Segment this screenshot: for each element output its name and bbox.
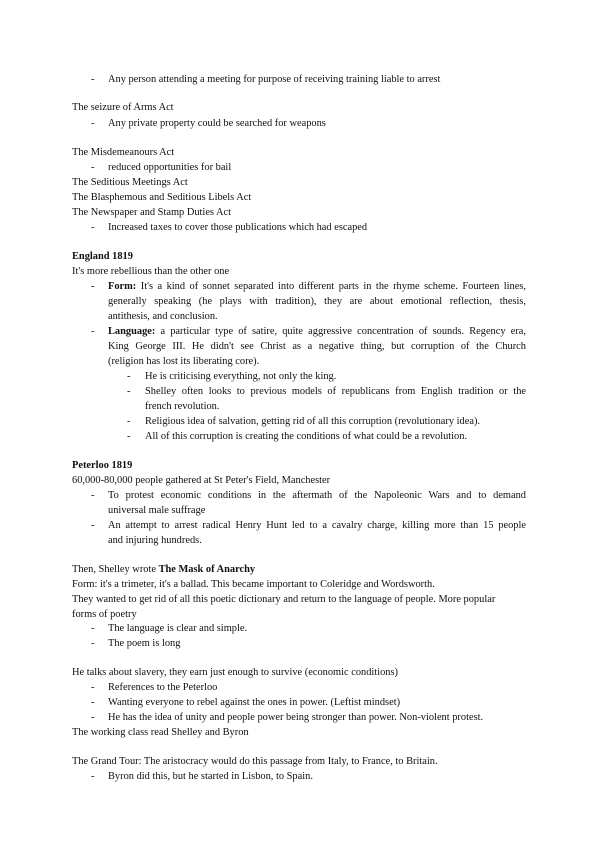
list-item: The language is clear and simple. [108, 623, 248, 634]
section-heading: Peterloo 1819 [72, 460, 133, 471]
list-bullet: - [91, 74, 95, 85]
list-bullet: - [91, 697, 95, 708]
list-item-line: antithesis, and conclusion. [108, 311, 218, 322]
list-bullet: - [91, 326, 95, 337]
act-title: The Blasphemous and Seditious Libels Act [72, 192, 252, 203]
act-title: The Newspaper and Stamp Duties Act [72, 207, 231, 218]
section-heading: England 1819 [72, 251, 133, 262]
list-bullet: - [91, 623, 95, 634]
list-bullet: - [127, 386, 131, 397]
list-bullet: - [91, 682, 95, 693]
sub-list-item: Religious idea of salvation, getting rid of all this corruption (revolutionary idea). [145, 416, 481, 427]
sub-list-item-line: french revolution. [145, 401, 220, 412]
paragraph: The working class read Shelley and Byron [72, 727, 249, 738]
list-bullet: - [127, 371, 131, 382]
list-item: Byron did this, but he started in Lisbon, to Spain. [108, 771, 313, 782]
list-bullet: - [91, 520, 95, 531]
language-label: Language: [108, 326, 156, 337]
sub-list-item: Shelley often looks to previous models of republicans from English tradition or the [145, 386, 526, 397]
sub-list-item: All of this corruption is creating the conditions of what could be a revolution. [145, 431, 468, 442]
list-item: Wanting everyone to rebel against the ones in power. (Leftist mindset) [108, 697, 401, 708]
act-title: The Misdemeanours Act [72, 147, 175, 158]
list-item: Language: a particular type of satire, quite aggressive concentration of sounds. Regency era, [108, 326, 526, 337]
list-item: Form: It's a kind of sonnet separated into different parts in the rhyme scheme. Fourteen lines, [108, 281, 526, 292]
list-bullet: - [91, 638, 95, 649]
paragraph: It's more rebellious than the other one [72, 266, 230, 277]
list-item: To protest economic conditions in the aftermath of the Napoleonic Wars and to demand [108, 490, 526, 501]
list-item-line: generally speaking (he plays with tradition), they are about emotional reflection, thesis, [108, 296, 526, 307]
paragraph: He talks about slavery, they earn just enough to survive (economic conditions) [72, 667, 398, 678]
list-item-line: (religion has lost its liberating core). [108, 356, 260, 367]
poem-title: The Mask of Anarchy [158, 564, 256, 575]
list-bullet: - [127, 416, 131, 427]
list-item: He has the idea of unity and people power being stronger than power. Non-violent protest. [108, 712, 484, 723]
list-item: References to the Peterloo [108, 682, 218, 693]
list-bullet: - [91, 771, 95, 782]
list-item: Increased taxes to cover those publications which had escaped [108, 222, 368, 233]
list-item: An attempt to arrest radical Henry Hunt led to a cavalry charge, killing more than 15 people [108, 520, 526, 531]
sub-list-item: He is criticising everything, not only the king. [145, 371, 337, 382]
list-bullet: - [91, 281, 95, 292]
list-item: reduced opportunities for bail [108, 162, 232, 173]
act-title: The Seditious Meetings Act [72, 177, 188, 188]
list-item: The poem is long [108, 638, 181, 649]
paragraph: 60,000-80,000 people gathered at St Peter's Field, Manchester [72, 475, 331, 486]
paragraph: Form: it's a trimeter, it's a ballad. This became important to Coleridge and Wordsworth. [72, 579, 435, 590]
paragraph: Then, Shelley wrote The Mask of Anarchy [72, 564, 256, 575]
list-bullet: - [91, 162, 95, 173]
list-bullet: - [127, 431, 131, 442]
list-item-line: and injuring hundreds. [108, 535, 202, 546]
paragraph: The Grand Tour: The aristocracy would do this passage from Italy, to France, to Britain. [72, 756, 438, 767]
list-item-line: universal male suffrage [108, 505, 206, 516]
form-label: Form: [108, 281, 137, 292]
list-bullet: - [91, 222, 95, 233]
list-bullet: - [91, 118, 95, 129]
act-title: The seizure of Arms Act [72, 102, 174, 113]
list-item: Any private property could be searched for weapons [108, 118, 326, 129]
list-bullet: - [91, 490, 95, 501]
list-bullet: - [91, 712, 95, 723]
paragraph: They wanted to get rid of all this poetic dictionary and return to the language of people. More popular [72, 594, 496, 605]
list-item-line: King George III. He didn't see Christ as a negative thing, but corruption of the Church [108, 341, 526, 352]
list-item: Any person attending a meeting for purpose of receiving training liable to arrest [108, 74, 441, 85]
paragraph-line: forms of poetry [72, 609, 137, 620]
